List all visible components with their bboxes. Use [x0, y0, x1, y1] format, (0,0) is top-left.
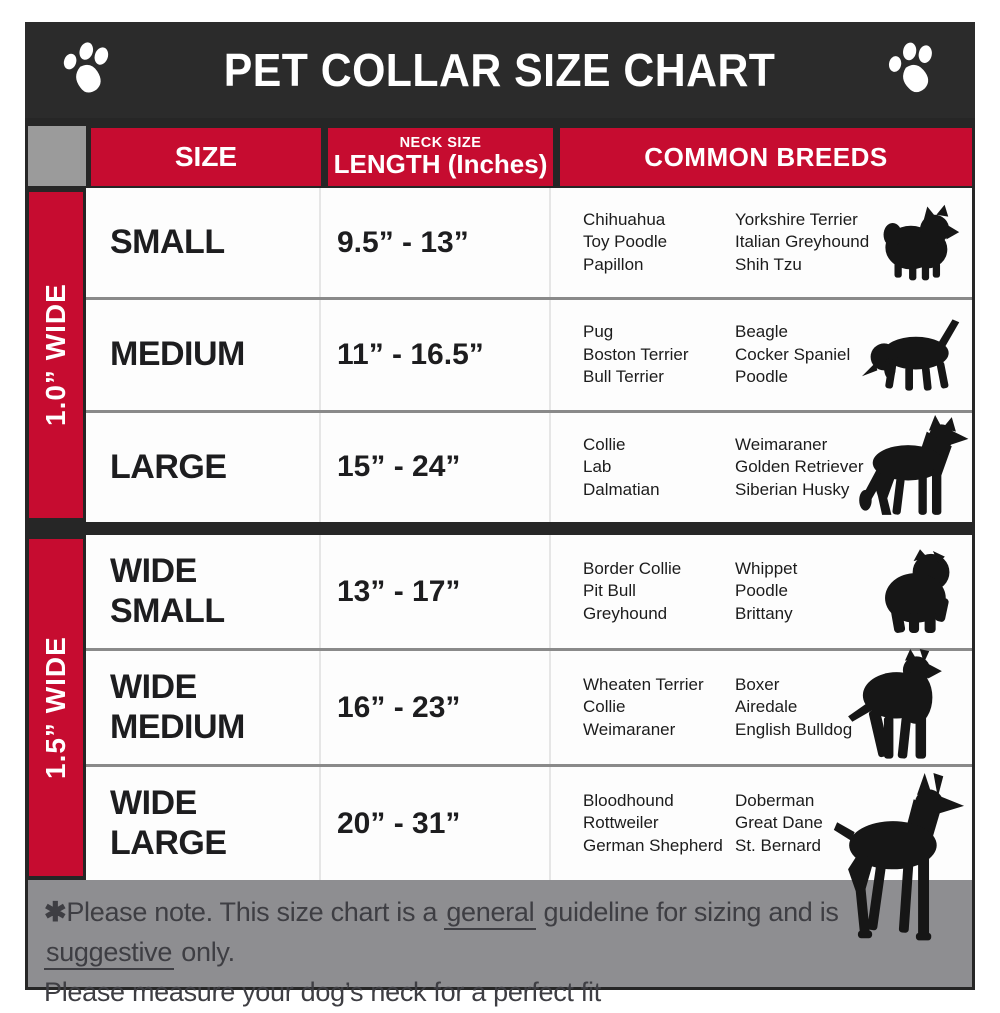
group-divider — [25, 522, 975, 535]
size-cell: MEDIUM — [110, 335, 245, 374]
breeds-cell — [551, 413, 972, 522]
breeds-list: Pug Boston Terrier Bull Terrier — [583, 322, 689, 387]
size-group-1-0-wide — [25, 188, 975, 522]
breeds-list: Doberman Great Dane St. Bernard — [735, 790, 823, 855]
size-cell: WIDE SMALL — [110, 552, 225, 630]
beagle-silhouette-icon — [860, 315, 966, 395]
breeds-list: Wheaten Terrier Collie Weimaraner — [583, 674, 704, 739]
breeds-list: Collie Lab Dalmatian — [583, 434, 660, 499]
underlined-word-general: general — [444, 897, 536, 930]
length-cell: 16” - 23” — [319, 651, 551, 764]
column-header-length — [328, 128, 553, 186]
breeds-list: Chihuahua Toy Poodle Papillon — [583, 210, 668, 274]
size-cell: WIDE LARGE — [110, 784, 227, 862]
footer-line-1: ✱Please note. This size chart is a general guideline for sizing and is suggestive only. — [44, 893, 956, 973]
breeds-list: Yorkshire Terrier Italian Greyhound Shih Tzu — [735, 210, 870, 274]
column-header-row — [25, 118, 975, 188]
title-bar — [25, 22, 975, 118]
paw-print-icon — [59, 41, 115, 99]
doberman-silhouette-icon — [824, 773, 968, 959]
breeds-cell — [551, 300, 972, 409]
table-row-wide-large — [86, 764, 972, 880]
size-group-1-5-wide — [25, 535, 975, 880]
page-title: PET COLLAR SIZE CHART — [224, 44, 776, 96]
length-cell: 13” - 17” — [319, 535, 551, 648]
breeds-list: Border Collie Pit Bull Greyhound — [583, 558, 682, 623]
length-label: LENGTH (Inches) — [333, 149, 548, 180]
table-row-large — [86, 410, 972, 522]
table-row-medium — [86, 297, 972, 409]
table-row-wide-small — [86, 535, 972, 648]
breeds-cell — [551, 188, 972, 297]
breeds-list: Whippet Poodle Brittany — [735, 558, 798, 623]
width-label-1-0: 1.0” WIDE — [29, 192, 83, 518]
width-rail-1-5 — [25, 535, 86, 880]
pomeranian-silhouette-icon — [874, 202, 966, 284]
table-row-small — [86, 188, 972, 297]
table-row-wide-medium — [86, 648, 972, 764]
paw-print-icon — [885, 41, 941, 99]
breeds-list: Beagle Cocker Spaniel Poodle — [735, 322, 851, 387]
column-header-breeds: COMMON BREEDS — [560, 128, 972, 186]
breeds-cell — [551, 535, 972, 648]
length-cell: 9.5” - 13” — [319, 188, 551, 297]
length-cell: 20” - 31” — [319, 767, 551, 880]
german-shepherd-silhouette-icon — [854, 415, 970, 519]
size-cell: WIDE MEDIUM — [110, 668, 245, 746]
neck-size-superlabel: NECK SIZE — [399, 135, 482, 152]
size-cell: SMALL — [110, 223, 225, 262]
breeds-list: Boxer Airedale English Bulldog — [735, 674, 853, 739]
bulldog-silhouette-icon — [874, 545, 966, 639]
length-cell: 15” - 24” — [319, 413, 551, 522]
size-cell: LARGE — [110, 447, 227, 486]
width-rail-1-0 — [25, 188, 86, 522]
column-header-size: SIZE — [91, 128, 321, 186]
footer-line-2: Please measure your dog’s neck for a perfect fit — [44, 976, 601, 1007]
width-label-1-5: 1.5” WIDE — [29, 539, 83, 876]
breeds-list: Weimaraner Golden Retriever Siberian Husky — [735, 434, 864, 499]
corner-cell — [28, 126, 86, 186]
breeds-cell — [551, 651, 972, 764]
pet-collar-size-chart — [25, 22, 975, 1007]
pitbull-silhouette-icon — [846, 649, 962, 767]
breeds-cell — [551, 767, 972, 880]
underlined-word-suggestive: suggestive — [44, 937, 174, 970]
breeds-list: Bloodhound Rottweiler German Shepherd — [583, 790, 723, 855]
asterisk-mark: ✱ — [44, 897, 67, 927]
length-cell: 11” - 16.5” — [319, 300, 551, 409]
